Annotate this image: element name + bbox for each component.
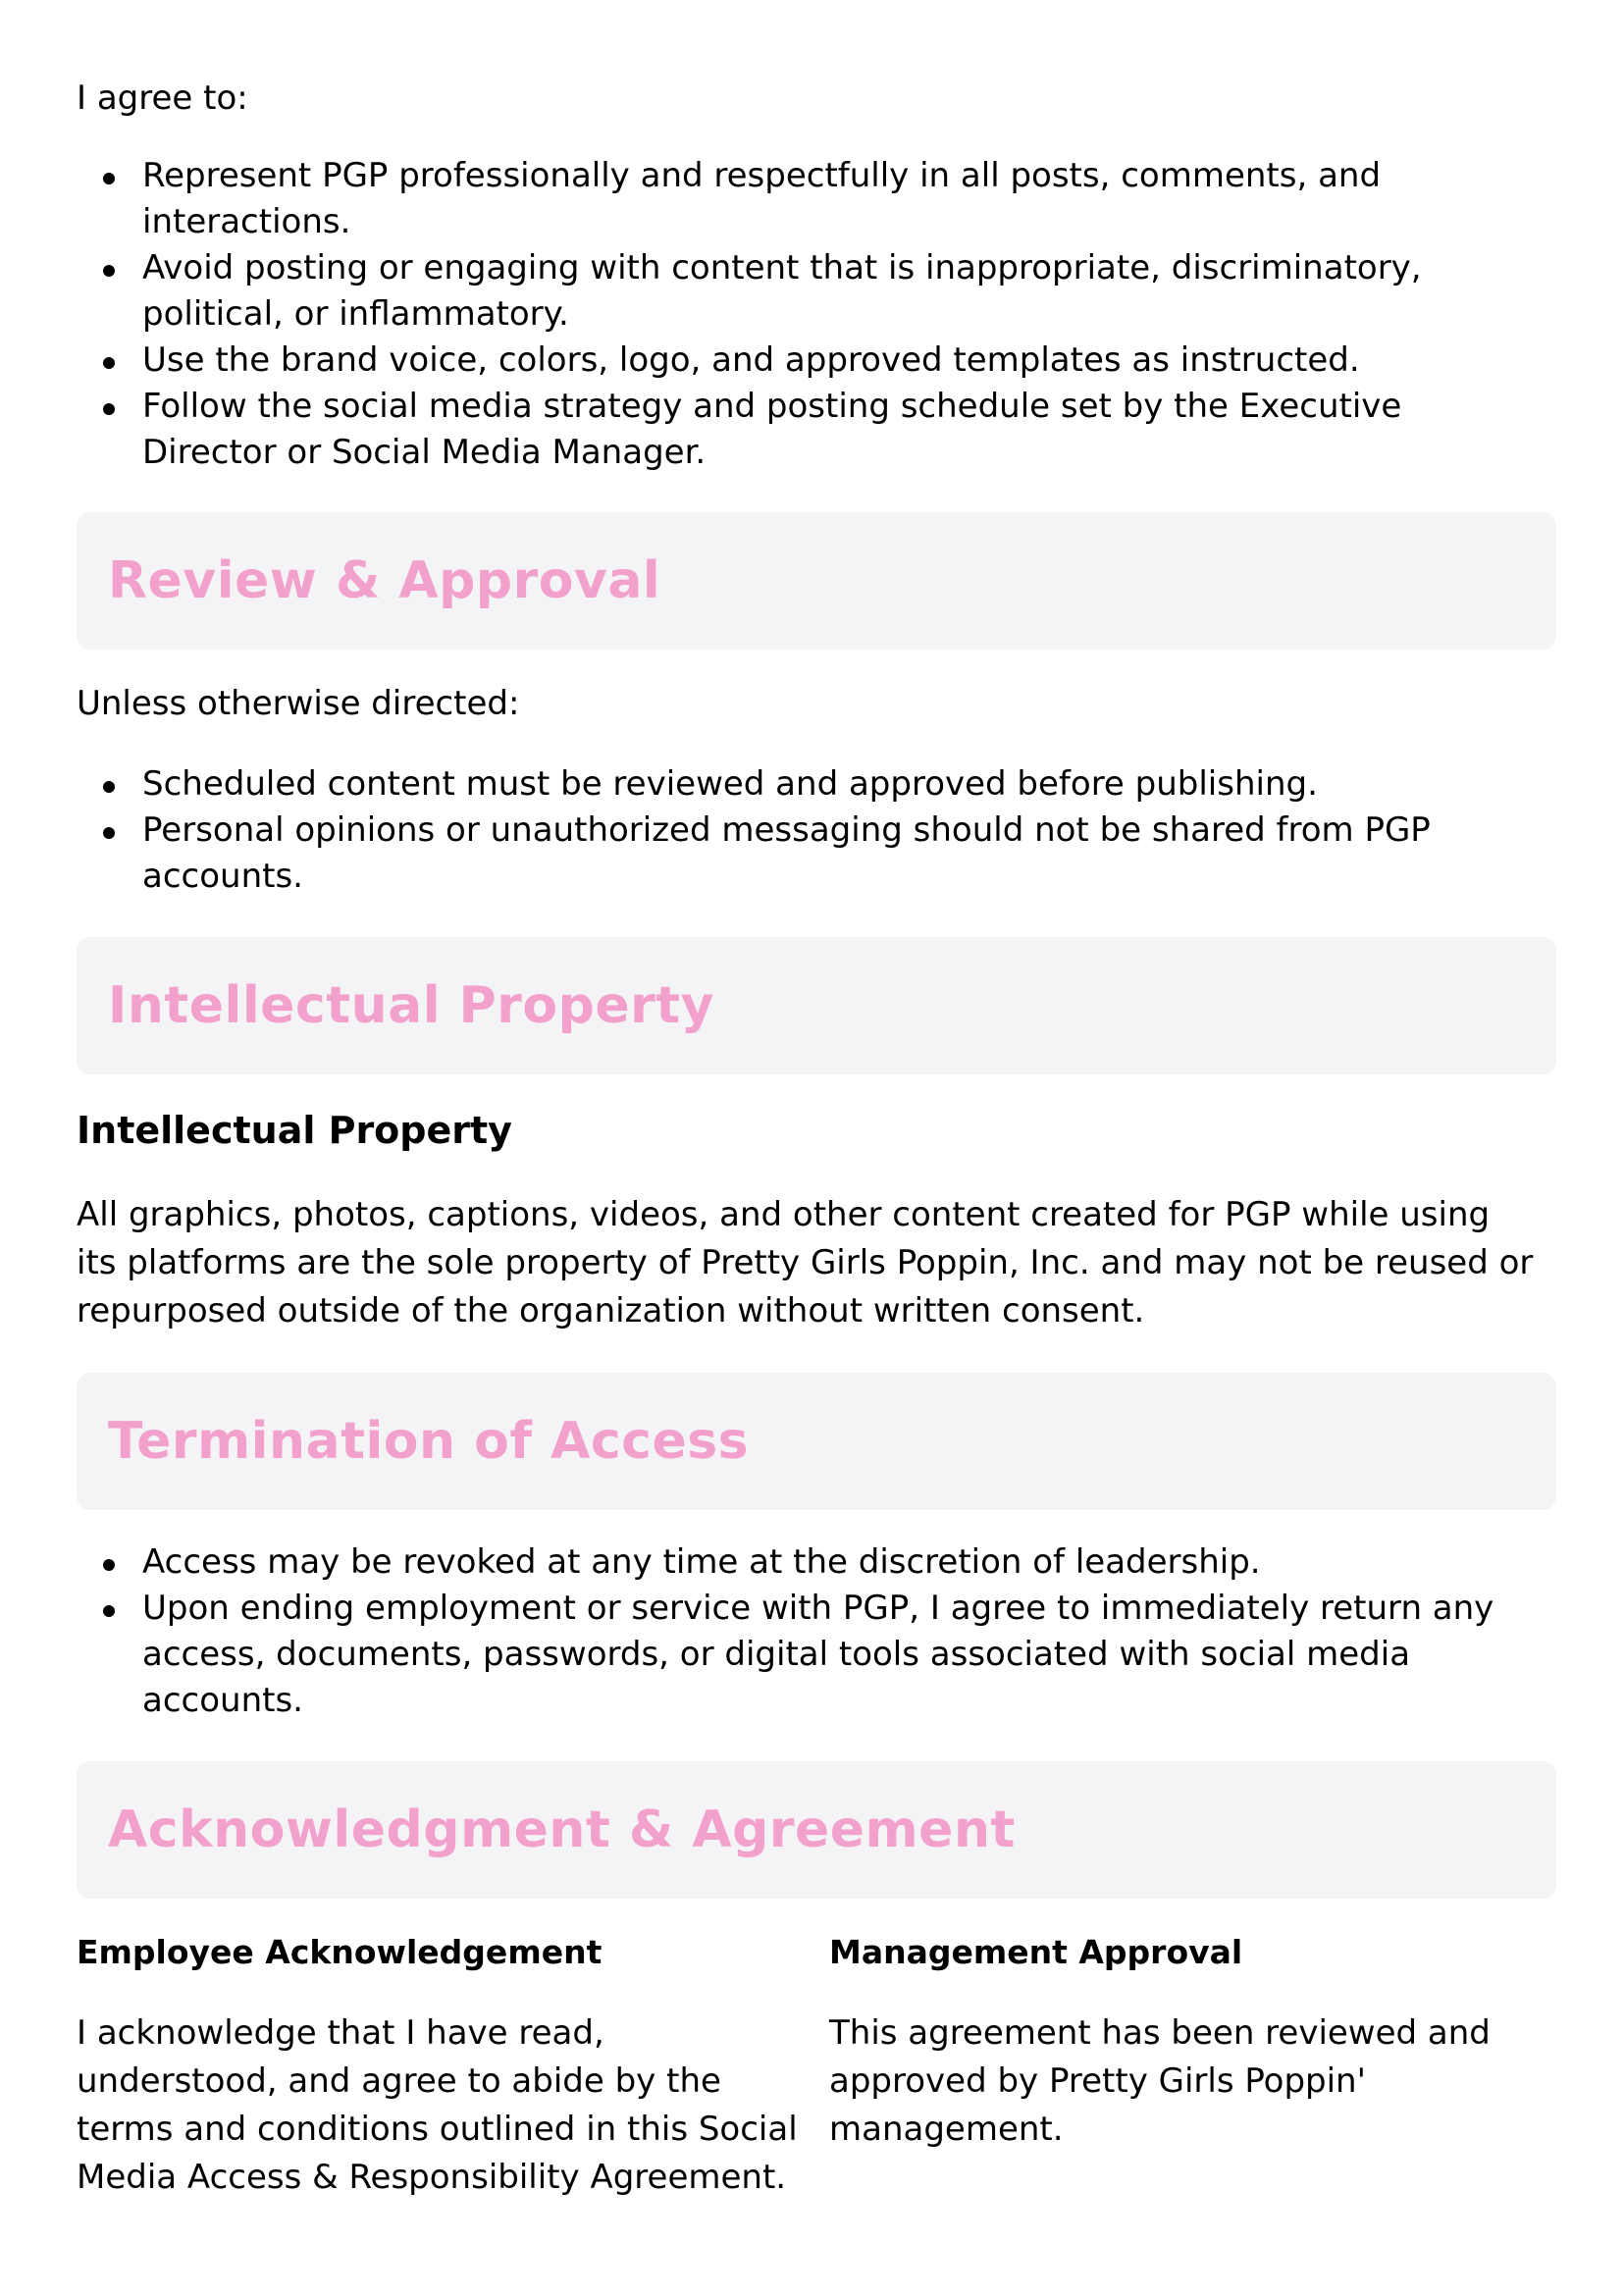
- termination-list: [77, 1539, 1556, 1724]
- list-item: Follow the social media strategy and posting schedule set by the Executive Director or Social Media Manager.: [77, 384, 1536, 476]
- management-approval: [829, 1931, 1555, 2154]
- agree-intro: I agree to:: [77, 78, 248, 118]
- section-header-termination: [77, 1373, 1556, 1510]
- list-item: Use the brand voice, colors, logo, and approved templates as instructed.: [77, 338, 1556, 384]
- section-title: Intellectual Property: [108, 976, 714, 1035]
- section-title: Acknowledgment & Agreement: [108, 1800, 1016, 1859]
- section-title: Termination of Access: [108, 1412, 750, 1471]
- list-item: Access may be revoked at any time at the discretion of leadership.: [77, 1539, 1556, 1586]
- review-intro: Unless otherwise directed:: [77, 684, 520, 723]
- list-item: Avoid posting or engaging with content that is inappropriate, discriminatory, political, or inflammatory.: [77, 245, 1536, 338]
- section-header-acknowledgment: [77, 1761, 1556, 1899]
- section-header-review: [77, 512, 1556, 650]
- list-item: Upon ending employment or service with PGP, I agree to immediately return any access, documents, passwords, or digital tools associated with social media accounts.: [77, 1586, 1496, 1724]
- list-item: Personal opinions or unauthorized messaging should not be shared from PGP accounts.: [77, 808, 1457, 900]
- ip-paragraph: All graphics, photos, captions, videos, and other content created for PGP while using its platforms are the sole property of Pretty Girls Poppin, Inc. and may not be reused or repurposed outside of the organization without written consent.: [77, 1195, 1534, 1330]
- list-item: Scheduled content must be reviewed and approved before publishing.: [77, 761, 1556, 808]
- review-list: [77, 761, 1556, 900]
- agree-list: [77, 153, 1556, 476]
- section-title: Review & Approval: [108, 551, 661, 610]
- employee-heading: Employee Acknowledgement: [77, 1933, 602, 1971]
- management-heading: Management Approval: [829, 1933, 1243, 1971]
- ip-subheading: Intellectual Property: [77, 1109, 512, 1152]
- management-text: This agreement has been reviewed and approved by Pretty Girls Poppin' management.: [829, 2013, 1491, 2149]
- employee-acknowledgement: [77, 1931, 803, 2202]
- employee-text: I acknowledge that I have read, understood, and agree to abide by the terms and conditions outlined in this Social Media Access & Responsibility Agreement.: [77, 2013, 798, 2197]
- list-item: Represent PGP professionally and respectfully in all posts, comments, and interactions.: [77, 153, 1408, 245]
- section-header-ip: [77, 937, 1556, 1074]
